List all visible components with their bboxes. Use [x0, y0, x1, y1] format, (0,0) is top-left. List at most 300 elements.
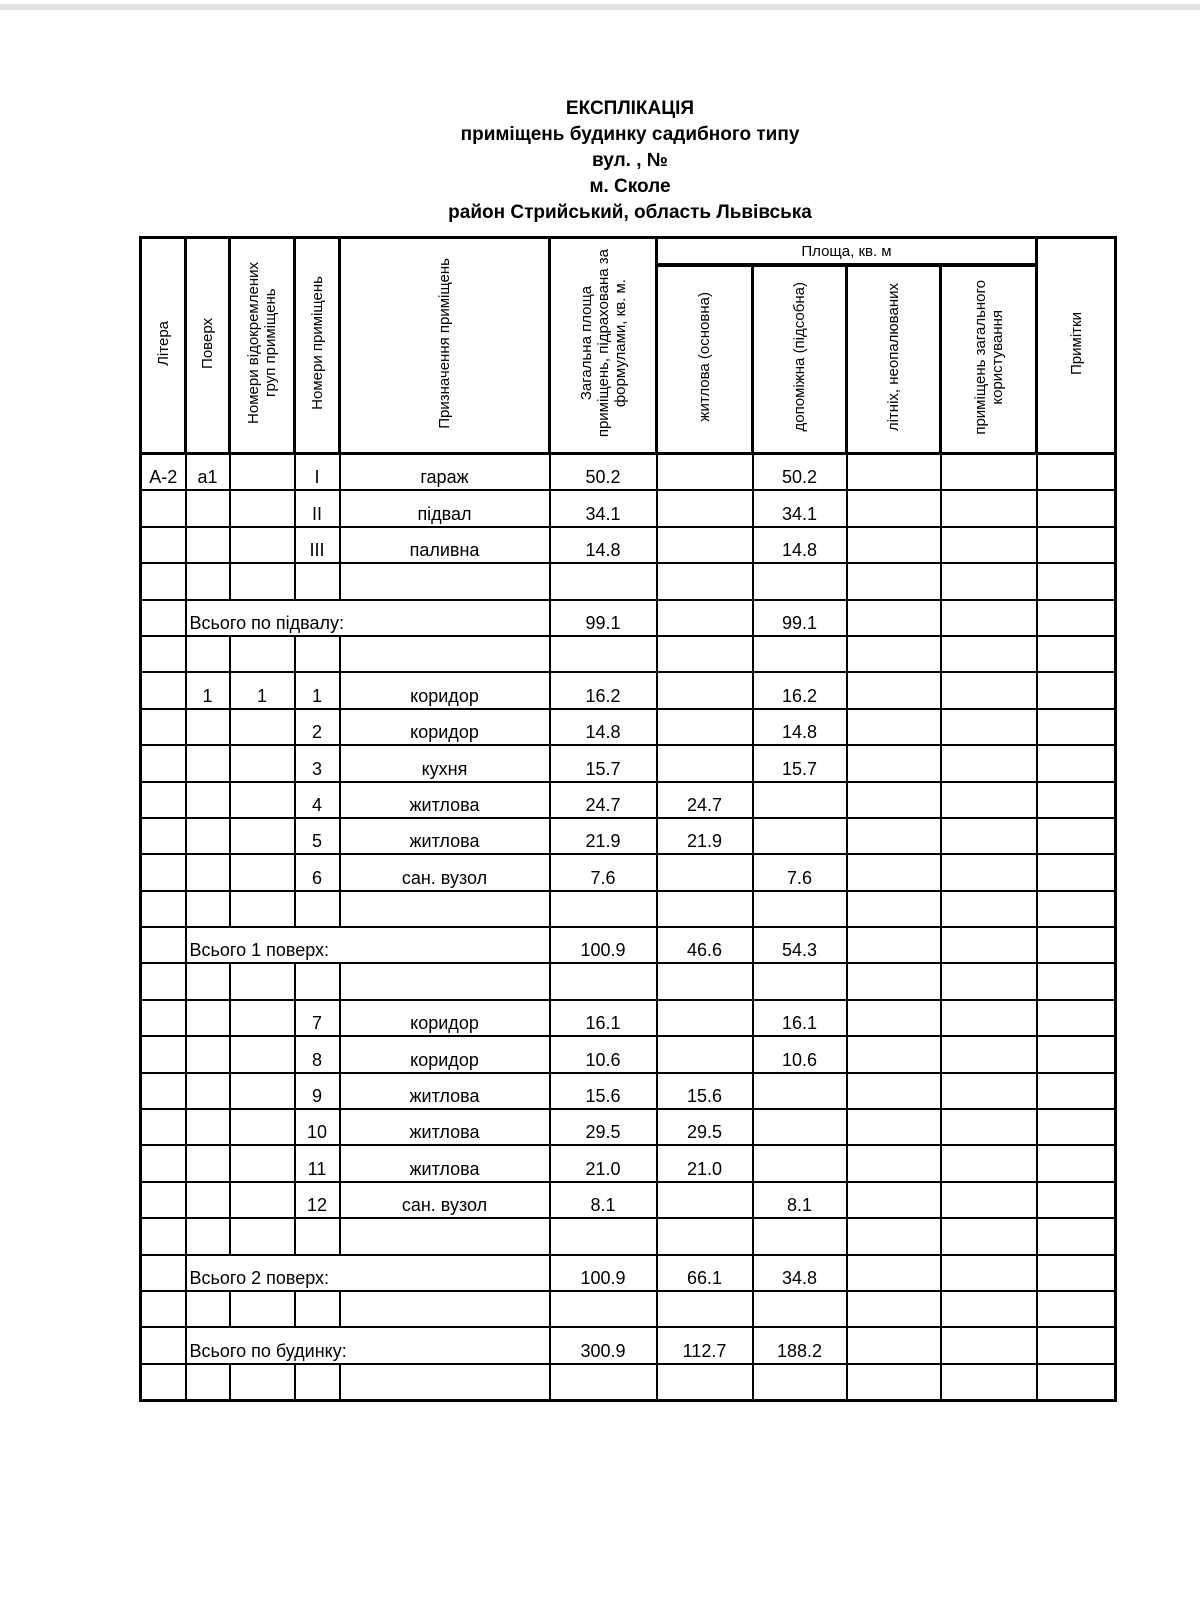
cell-living [657, 600, 753, 636]
cell-aux: 10.6 [753, 1036, 847, 1072]
header-auxiliary-text: допоміжна (підсобна) [791, 282, 808, 432]
cell-notes [1037, 454, 1116, 491]
cell-summer [847, 527, 941, 563]
header-notes-text: Примітки [1067, 311, 1085, 375]
cell-purpose: коридор [340, 1000, 550, 1036]
title-line-4: м. Сколе [589, 176, 671, 197]
cell-common [941, 600, 1037, 636]
title-line-5: район Стрийський, область Львівська [448, 202, 812, 223]
cell-summer [847, 709, 941, 745]
cell-room-no: 6 [295, 854, 340, 890]
cell-purpose: сан. вузол [340, 1182, 550, 1218]
cell-summer [847, 1036, 941, 1072]
cell-summer [847, 454, 941, 491]
empty-row [141, 563, 1116, 599]
cell-purpose [340, 1291, 550, 1327]
header-groups [230, 238, 295, 454]
cell-notes [1037, 1255, 1116, 1291]
summary-label: Всього 2 поверх: [186, 1255, 550, 1291]
cell-notes [1037, 927, 1116, 963]
cell-poverkh [186, 1145, 230, 1181]
cell-notes [1037, 891, 1116, 927]
cell-litera: А-2 [141, 454, 186, 491]
cell-total: 29.5 [550, 1109, 657, 1145]
cell-living: 15.6 [657, 1073, 753, 1109]
cell-group [230, 1036, 295, 1072]
cell-litera [141, 1218, 186, 1254]
table-row [141, 1000, 1116, 1036]
header-litera-text: Літера [154, 320, 172, 366]
cell-living [657, 454, 753, 491]
cell-poverkh [186, 1036, 230, 1072]
cell-summer [847, 563, 941, 599]
summary-label: Всього 1 поверх: [186, 927, 550, 963]
cell-purpose [340, 1364, 550, 1401]
cell-notes [1037, 709, 1116, 745]
title-line-1: ЕКСПЛІКАЦІЯ [565, 98, 695, 119]
cell-notes [1037, 818, 1116, 854]
cell-room-no: III [295, 527, 340, 563]
cell-common [941, 745, 1037, 781]
table-row [141, 527, 1116, 563]
cell-total [550, 891, 657, 927]
cell-notes [1037, 1145, 1116, 1181]
cell-poverkh [186, 1182, 230, 1218]
cell-aux [753, 563, 847, 599]
cell-group: 1 [230, 672, 295, 708]
cell-aux [753, 1145, 847, 1181]
cell-poverkh: 1 [186, 672, 230, 708]
cell-litera [141, 963, 186, 999]
empty-row [141, 1218, 1116, 1254]
cell-room-no [295, 563, 340, 599]
header-common-line2: користування [988, 309, 1006, 405]
cell-litera [141, 1109, 186, 1145]
title-line-2: приміщень будинку садибного типу [460, 124, 800, 145]
table-row [141, 1145, 1116, 1181]
cell-total [550, 563, 657, 599]
cell-summer [847, 1218, 941, 1254]
cell-total [550, 636, 657, 672]
cell-litera [141, 818, 186, 854]
cell-common [941, 1327, 1037, 1363]
header-total-line2: приміщень, підрахована за [594, 248, 612, 438]
cell-litera [141, 1364, 186, 1401]
header-room-no-text: Номери приміщень [308, 276, 326, 410]
cell-aux: 16.1 [753, 1000, 847, 1036]
cell-room-no [295, 1218, 340, 1254]
cell-litera [141, 854, 186, 890]
cell-summer [847, 854, 941, 890]
cell-summer [847, 1327, 941, 1363]
cell-living: 21.9 [657, 818, 753, 854]
cell-purpose [340, 1218, 550, 1254]
cell-total: 24.7 [550, 782, 657, 818]
table-row [141, 1073, 1116, 1109]
cell-group [230, 636, 295, 672]
table-row [141, 454, 1116, 491]
cell-aux: 188.2 [753, 1327, 847, 1363]
cell-common [941, 854, 1037, 890]
cell-room-no [295, 891, 340, 927]
cell-total: 100.9 [550, 927, 657, 963]
cell-common [941, 454, 1037, 491]
table-row [141, 1036, 1116, 1072]
cell-living: 24.7 [657, 782, 753, 818]
cell-common [941, 963, 1037, 999]
cell-summer [847, 1291, 941, 1327]
cell-litera [141, 1145, 186, 1181]
cell-notes [1037, 1327, 1116, 1363]
cell-group [230, 745, 295, 781]
cell-litera [141, 1000, 186, 1036]
cell-common [941, 927, 1037, 963]
cell-litera [141, 1291, 186, 1327]
summary-row [141, 1327, 1116, 1363]
cell-summer [847, 745, 941, 781]
cell-common [941, 1000, 1037, 1036]
cell-group [230, 1182, 295, 1218]
cell-room-no: II [295, 490, 340, 526]
cell-total [550, 963, 657, 999]
cell-total: 21.9 [550, 818, 657, 854]
cell-litera [141, 1255, 186, 1291]
cell-poverkh [186, 818, 230, 854]
cell-room-no: 7 [295, 1000, 340, 1036]
cell-group [230, 891, 295, 927]
empty-row [141, 1291, 1116, 1327]
cell-notes [1037, 1364, 1116, 1401]
cell-purpose [340, 891, 550, 927]
cell-total: 14.8 [550, 709, 657, 745]
cell-litera [141, 745, 186, 781]
cell-notes [1037, 672, 1116, 708]
cell-aux: 14.8 [753, 709, 847, 745]
cell-common [941, 1182, 1037, 1218]
cell-living [657, 1182, 753, 1218]
cell-notes [1037, 745, 1116, 781]
cell-litera [141, 927, 186, 963]
cell-poverkh [186, 1291, 230, 1327]
cell-notes [1037, 1291, 1116, 1327]
cell-poverkh [186, 1109, 230, 1145]
cell-summer [847, 672, 941, 708]
cell-common [941, 709, 1037, 745]
table-row [141, 709, 1116, 745]
cell-aux [753, 782, 847, 818]
cell-poverkh [186, 891, 230, 927]
cell-total: 300.9 [550, 1327, 657, 1363]
cell-summer [847, 818, 941, 854]
cell-aux [753, 891, 847, 927]
cell-summer [847, 782, 941, 818]
cell-group [230, 490, 295, 526]
cell-poverkh [186, 963, 230, 999]
cell-room-no [295, 1291, 340, 1327]
cell-living [657, 1291, 753, 1327]
cell-living [657, 672, 753, 708]
cell-litera [141, 891, 186, 927]
cell-aux [753, 1073, 847, 1109]
cell-litera [141, 600, 186, 636]
cell-poverkh: а1 [186, 454, 230, 491]
document-title [300, 96, 960, 226]
cell-aux [753, 963, 847, 999]
header-living [657, 265, 753, 454]
cell-litera [141, 1073, 186, 1109]
cell-summer [847, 1182, 941, 1218]
cell-notes [1037, 1036, 1116, 1072]
cell-total [550, 1218, 657, 1254]
table-row [141, 490, 1116, 526]
cell-poverkh [186, 1364, 230, 1401]
cell-notes [1037, 1218, 1116, 1254]
cell-living [657, 1218, 753, 1254]
cell-common [941, 1218, 1037, 1254]
empty-row [141, 963, 1116, 999]
cell-group [230, 963, 295, 999]
cell-purpose [340, 563, 550, 599]
cell-notes [1037, 1073, 1116, 1109]
cell-poverkh [186, 490, 230, 526]
cell-living [657, 636, 753, 672]
cell-summer [847, 1364, 941, 1401]
cell-summer [847, 1255, 941, 1291]
cell-common [941, 1255, 1037, 1291]
cell-living [657, 1036, 753, 1072]
cell-aux [753, 1109, 847, 1145]
table-row [141, 782, 1116, 818]
header-groups-line1: Номери відокремлених [245, 262, 262, 424]
cell-total: 99.1 [550, 600, 657, 636]
cell-common [941, 1145, 1037, 1181]
cell-poverkh [186, 563, 230, 599]
cell-poverkh [186, 1218, 230, 1254]
header-poverkh [186, 238, 230, 454]
title-line-3: вул. , № [592, 150, 668, 171]
cell-total: 8.1 [550, 1182, 657, 1218]
cell-common [941, 1291, 1037, 1327]
summary-row [141, 1255, 1116, 1291]
cell-notes [1037, 1109, 1116, 1145]
cell-notes [1037, 600, 1116, 636]
cell-litera [141, 563, 186, 599]
cell-common [941, 1109, 1037, 1145]
header-poverkh-text: Поверх [199, 317, 216, 369]
cell-litera [141, 782, 186, 818]
cell-living [657, 963, 753, 999]
cell-total: 50.2 [550, 454, 657, 491]
cell-aux [753, 1291, 847, 1327]
cell-room-no: 5 [295, 818, 340, 854]
cell-purpose: коридор [340, 709, 550, 745]
cell-purpose: сан. вузол [340, 854, 550, 890]
cell-aux: 50.2 [753, 454, 847, 491]
header-total-text [578, 249, 629, 437]
cell-purpose: житлова [340, 782, 550, 818]
cell-purpose: коридор [340, 1036, 550, 1072]
cell-common [941, 891, 1037, 927]
header-living-text: житлова (основна) [696, 292, 713, 422]
cell-room-no: 12 [295, 1182, 340, 1218]
cell-total: 10.6 [550, 1036, 657, 1072]
summary-label: Всього по підвалу: [186, 600, 550, 636]
cell-purpose: житлова [340, 1145, 550, 1181]
cell-living [657, 490, 753, 526]
cell-room-no [295, 1364, 340, 1401]
cell-notes [1037, 854, 1116, 890]
empty-row [141, 1364, 1116, 1401]
table-row [141, 672, 1116, 708]
cell-group [230, 854, 295, 890]
empty-row [141, 636, 1116, 672]
cell-aux [753, 818, 847, 854]
cell-group [230, 1291, 295, 1327]
cell-litera [141, 1182, 186, 1218]
table-row [141, 854, 1116, 890]
cell-aux: 16.2 [753, 672, 847, 708]
cell-purpose: кухня [340, 745, 550, 781]
header-area-group: Площа, кв. м [657, 238, 1037, 266]
cell-group [230, 709, 295, 745]
cell-room-no: 9 [295, 1073, 340, 1109]
cell-aux: 15.7 [753, 745, 847, 781]
cell-common [941, 636, 1037, 672]
cell-purpose: гараж [340, 454, 550, 491]
cell-notes [1037, 782, 1116, 818]
cell-aux [753, 636, 847, 672]
cell-room-no: 11 [295, 1145, 340, 1181]
summary-row [141, 600, 1116, 636]
cell-living: 29.5 [657, 1109, 753, 1145]
header-summer [847, 265, 941, 454]
cell-summer [847, 600, 941, 636]
cell-group [230, 563, 295, 599]
cell-summer [847, 891, 941, 927]
cell-total: 14.8 [550, 527, 657, 563]
cell-total: 7.6 [550, 854, 657, 890]
cell-common [941, 527, 1037, 563]
cell-litera [141, 490, 186, 526]
header-total [550, 238, 657, 454]
cell-group [230, 1073, 295, 1109]
cell-total [550, 1291, 657, 1327]
cell-total: 100.9 [550, 1255, 657, 1291]
cell-group [230, 782, 295, 818]
table-row [141, 1182, 1116, 1218]
cell-living: 112.7 [657, 1327, 753, 1363]
cell-purpose: коридор [340, 672, 550, 708]
cell-purpose: житлова [340, 1109, 550, 1145]
header-groups-line2: груп приміщень [262, 288, 279, 398]
header-summer-text: літніх, неопалюваних [885, 282, 902, 432]
cell-summer [847, 1109, 941, 1145]
cell-common [941, 1073, 1037, 1109]
cell-common [941, 490, 1037, 526]
summary-row [141, 927, 1116, 963]
cell-group [230, 1109, 295, 1145]
cell-aux [753, 1218, 847, 1254]
cell-purpose: житлова [340, 1073, 550, 1109]
cell-room-no: 10 [295, 1109, 340, 1145]
header-notes [1037, 238, 1116, 454]
cell-living [657, 1364, 753, 1401]
header-common [941, 265, 1037, 454]
cell-living: 21.0 [657, 1145, 753, 1181]
cell-summer [847, 963, 941, 999]
header-common-line1: приміщень загального [971, 279, 989, 435]
cell-group [230, 454, 295, 491]
header-auxiliary [753, 265, 847, 454]
cell-living: 46.6 [657, 927, 753, 963]
cell-room-no: 4 [295, 782, 340, 818]
header-litera [141, 238, 186, 454]
empty-row [141, 891, 1116, 927]
cell-total: 16.1 [550, 1000, 657, 1036]
cell-notes [1037, 563, 1116, 599]
cell-common [941, 1364, 1037, 1401]
cell-total: 16.2 [550, 672, 657, 708]
cell-notes [1037, 1000, 1116, 1036]
cell-total: 34.1 [550, 490, 657, 526]
cell-poverkh [186, 709, 230, 745]
cell-litera [141, 1036, 186, 1072]
cell-summer [847, 1000, 941, 1036]
cell-room-no: I [295, 454, 340, 491]
cell-aux: 54.3 [753, 927, 847, 963]
cell-total: 21.0 [550, 1145, 657, 1181]
cell-litera [141, 1327, 186, 1363]
header-groups-text [245, 262, 279, 424]
cell-aux: 14.8 [753, 527, 847, 563]
cell-litera [141, 709, 186, 745]
cell-aux: 8.1 [753, 1182, 847, 1218]
cell-group [230, 1145, 295, 1181]
cell-total: 15.7 [550, 745, 657, 781]
cell-poverkh [186, 636, 230, 672]
cell-notes [1037, 527, 1116, 563]
cell-living [657, 854, 753, 890]
cell-litera [141, 527, 186, 563]
header-total-line1: Загальна площа [577, 285, 595, 401]
cell-group [230, 1364, 295, 1401]
cell-common [941, 818, 1037, 854]
cell-summer [847, 1073, 941, 1109]
cell-summer [847, 927, 941, 963]
cell-living: 66.1 [657, 1255, 753, 1291]
cell-room-no [295, 963, 340, 999]
cell-group [230, 1218, 295, 1254]
cell-total [550, 1364, 657, 1401]
cell-common [941, 782, 1037, 818]
header-common-text [972, 280, 1006, 435]
cell-living [657, 709, 753, 745]
cell-group [230, 527, 295, 563]
cell-aux: 99.1 [753, 600, 847, 636]
cell-common [941, 672, 1037, 708]
cell-living [657, 745, 753, 781]
summary-label: Всього по будинку: [186, 1327, 550, 1363]
cell-aux: 34.8 [753, 1255, 847, 1291]
cell-summer [847, 1145, 941, 1181]
explication-table [139, 236, 1117, 1402]
cell-room-no: 8 [295, 1036, 340, 1072]
table-row [141, 1109, 1116, 1145]
header-total-line3: формулами, кв. м. [611, 278, 629, 408]
cell-purpose: житлова [340, 818, 550, 854]
cell-living [657, 891, 753, 927]
cell-living [657, 1000, 753, 1036]
